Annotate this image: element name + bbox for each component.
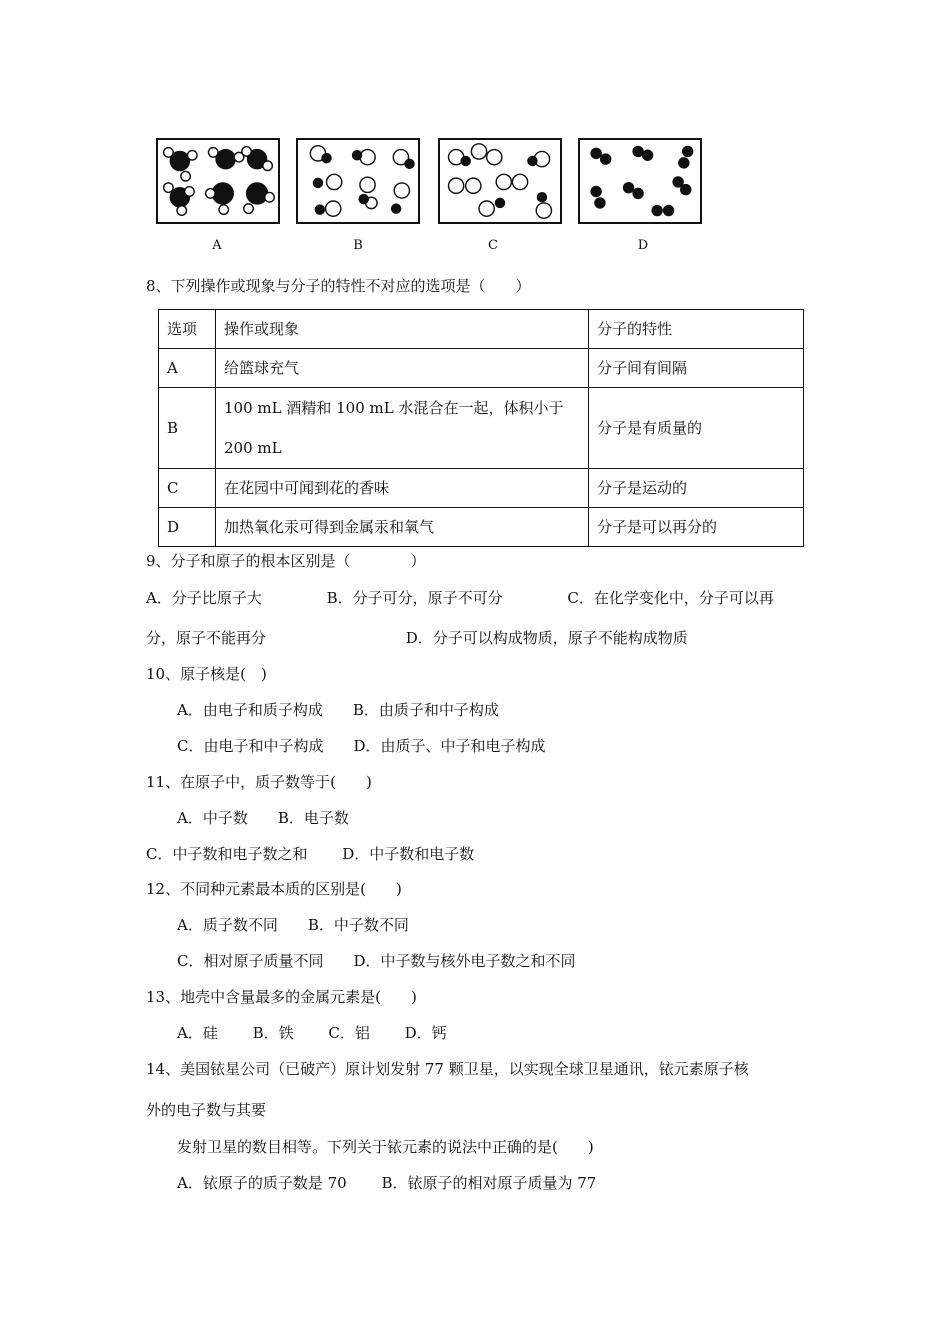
- figure-box-d: [578, 138, 702, 224]
- q12-options-line1: A．质子数不同 B．中子数不同: [177, 916, 409, 934]
- row-option: B: [159, 388, 216, 469]
- row-property: 分子是运动的: [589, 469, 804, 508]
- figure-label-c: C: [488, 238, 498, 253]
- row-phenomenon-line2: 200 mL: [224, 439, 282, 457]
- q9-options-line2: 分，原子不能再分 D．分子可以构成物质，原子不能构成物质: [146, 629, 688, 647]
- q12-options-line2: C．相对原子质量不同 D．中子数与核外电子数之和不同: [177, 952, 576, 970]
- header-property: 分子的特性: [589, 310, 804, 349]
- q12-question: 12、不同种元素最本质的区别是( ): [146, 880, 402, 898]
- q11-options-line1: A．中子数 B．电子数: [177, 809, 349, 827]
- q14-question-line2: 外的电子数与其要: [146, 1101, 267, 1119]
- q10-options-line1: A．由电子和质子构成 B．由质子和中子构成: [177, 701, 499, 719]
- row-phenomenon-line1: 100 mL 酒精和 100 mL 水混合在一起，体积小于: [224, 399, 564, 417]
- molecule-figure: [156, 134, 716, 264]
- q8-table: [158, 309, 804, 547]
- figure-box-c: [438, 138, 562, 224]
- q9-options-line1: A．分子比原子大 B．分子可分，原子不可分 C．在化学变化中，分子可以再: [146, 589, 774, 607]
- row-property: 分子间有间隔: [589, 349, 804, 388]
- q14-question-line3: 发射卫星的数目相等。下列关于铱元素的说法中正确的是( ): [177, 1138, 594, 1156]
- q10-options-line2: C．由电子和中子构成 D．由质子、中子和电子构成: [177, 737, 546, 755]
- figure-c-drawing: [440, 140, 560, 222]
- row-phenomenon: [216, 388, 589, 469]
- row-option: D: [159, 508, 216, 547]
- row-option: A: [159, 349, 216, 388]
- header-phenomenon: 操作或现象: [216, 310, 589, 349]
- row-phenomenon: 加热氧化汞可得到金属汞和氧气: [216, 508, 589, 547]
- q11-options-line2: C．中子数和电子数之和 D．中子数和电子数: [146, 845, 475, 863]
- table-row: [159, 469, 804, 508]
- q10-question: 10、原子核是( ): [146, 665, 267, 683]
- figure-box-a: [156, 138, 280, 224]
- figure-b-drawing: [298, 140, 418, 222]
- q13-question: 13、地壳中含量最多的金属元素是( ): [146, 988, 417, 1006]
- row-phenomenon: 在花园中可闻到花的香味: [216, 469, 589, 508]
- figure-d-drawing: [580, 140, 700, 222]
- table-row: [159, 349, 804, 388]
- figure-label-d: D: [637, 238, 649, 253]
- q9-question: 9、分子和原子的根本区别是（ ）: [146, 552, 426, 570]
- figure-label-b: B: [353, 238, 363, 253]
- table-row: [159, 388, 804, 469]
- row-option: C: [159, 469, 216, 508]
- row-phenomenon: 给篮球充气: [216, 349, 589, 388]
- q8-question: 8、下列操作或现象与分子的特性不对应的选项是（ ）: [146, 277, 531, 295]
- figure-a-drawing: [158, 140, 278, 222]
- row-property: 分子是有质量的: [589, 388, 804, 469]
- row-property: 分子是可以再分的: [589, 508, 804, 547]
- q11-question: 11、在原子中，质子数等于( ): [146, 773, 372, 791]
- figure-box-b: [296, 138, 420, 224]
- table-row: [159, 508, 804, 547]
- q14-question-line1: 14、美国铱星公司（已破产）原计划发射 77 颗卫星，以实现全球卫星通讯，铱元素原子核: [146, 1060, 749, 1078]
- q14-options-line1: A．铱原子的质子数是 70 B．铱原子的相对原子质量为 77: [177, 1174, 597, 1192]
- q13-options-line1: A．硅 B．铁 C．铝 D．钙: [177, 1024, 447, 1042]
- header-option: 选项: [159, 310, 216, 349]
- figure-label-a: A: [212, 238, 222, 253]
- table-header-row: [159, 310, 804, 349]
